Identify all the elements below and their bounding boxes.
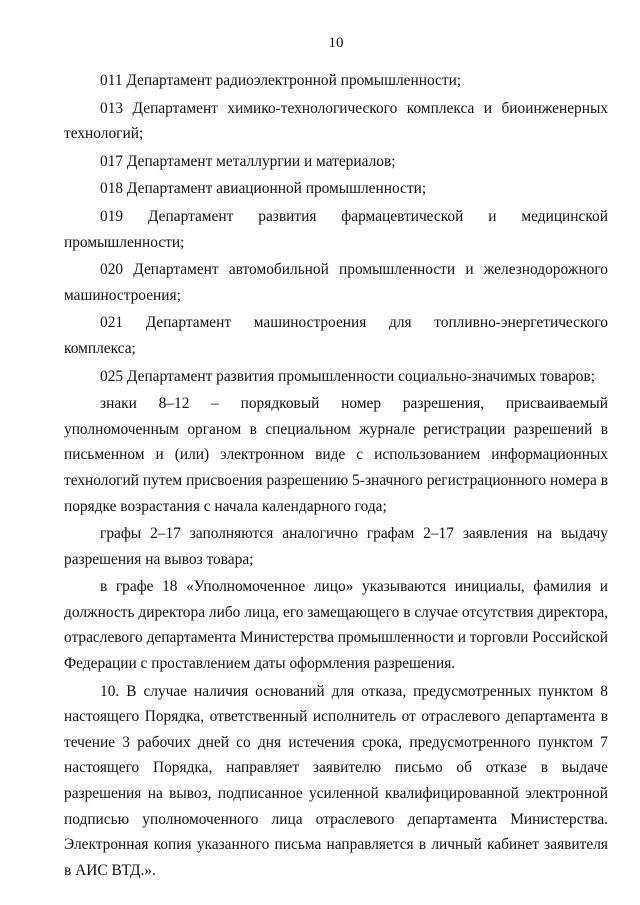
paragraph-columns-2-17: графы 2–17 заполняются аналогично графам 2–17 заявления на выдачу разрешения на вывоз товара; [64,525,608,568]
paragraph-signs-8-12: знаки 8–12 – порядковый номер разрешения, присваиваемый уполномоченным органом в специальном журнале регистрации разрешений в письменном и (или) электронном виде с использованием информационных технологий путем присвоения разрешению 5-значного регистрационного номера в порядке возрастания с начала календарного года; [64,395,608,515]
paragraph-dept-011: 011 Департамент радиоэлектронной промышленности; [100,72,462,89]
paragraph-dept-013: 013 Департамент химико-технологического комплекса и биоинженерных технологий; [64,99,608,143]
paragraph-dept-019: 019 Департамент развития фармацевтической и медицинской промышленности; [64,207,608,251]
paragraph-item-10: 10. В случае наличия оснований для отказа, предусмотренных пунктом 8 настоящего Порядка, ответственный исполнитель от отраслевого департамента в течение 3 рабочих дней со дня истечения срока, предусмотренного пунктом 7 настоящего Порядка, направляет заявителю письмо об отказе в выдаче разрешения на вывоз, подписанное усиленной квалифицированной электронной подписью уполномоченного лица отраслевого департамента Министерства. Электронная копия указанного письма направляется в личный кабинет заявителя в АИС ВТД.». [64,682,608,879]
paragraph-dept-021: 021 Департамент машиностроения для топливно-энергетического комплекса; [64,314,608,357]
page-number: 10 [328,35,344,51]
paragraph-dept-017: 017 Департамент металлургии и материалов; [100,152,396,170]
paragraph-dept-018: 018 Департамент авиационной промышленности; [100,180,427,198]
paragraph-dept-020: 020 Департамент автомобильной промышленности и железнодорожного машиностроения; [64,261,608,304]
paragraph-dept-025: 025 Департамент развития промышленности социально-значимых товаров; [100,367,596,385]
paragraph-column-18: в графе 18 «Уполномоченное лицо» указываются инициалы, фамилия и должность директора либо лица, его замещающего в случае отсутствия директора, отраслевого департамента Министерства промышленности и торговли Российской Федерации с проставлением даты оформления разрешения. [64,578,609,673]
